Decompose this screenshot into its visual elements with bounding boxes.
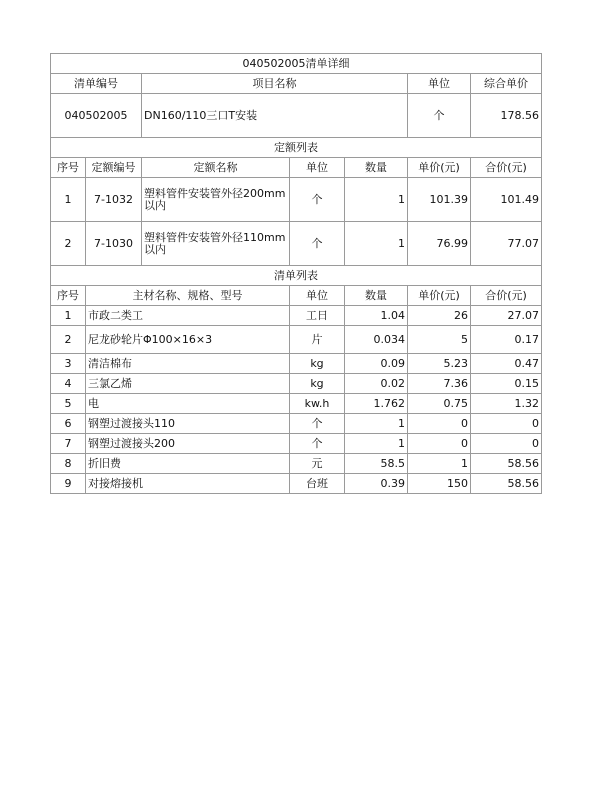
material-unit-price: 7.36 xyxy=(408,374,471,394)
material-unit-price: 150 xyxy=(408,474,471,494)
row-no: 4 xyxy=(51,374,86,394)
material-unit-price: 5.23 xyxy=(408,354,471,374)
material-unit-price: 0.75 xyxy=(408,394,471,414)
material-name: 市政二类工 xyxy=(86,306,290,326)
material-qty: 0.034 xyxy=(345,326,408,354)
column-header: 单位 xyxy=(290,158,345,178)
row-no: 2 xyxy=(51,326,86,354)
material-row xyxy=(51,434,542,454)
material-unit-price: 5 xyxy=(408,326,471,354)
code-header: 清单编号 xyxy=(51,74,142,94)
material-total: 0 xyxy=(471,434,542,454)
material-row xyxy=(51,374,542,394)
material-total: 0 xyxy=(471,414,542,434)
quota-total: 101.49 xyxy=(471,178,542,222)
quota-row xyxy=(51,178,542,222)
material-unit: 个 xyxy=(290,434,345,454)
material-row xyxy=(51,454,542,474)
column-header: 单价(元) xyxy=(408,158,471,178)
material-row xyxy=(51,354,542,374)
column-header: 数量 xyxy=(345,158,408,178)
quota-total: 77.07 xyxy=(471,222,542,266)
material-name: 电 xyxy=(86,394,290,414)
quota-qty: 1 xyxy=(345,222,408,266)
table-title: 040502005清单详细 xyxy=(51,54,542,74)
material-row xyxy=(51,414,542,434)
quota-qty: 1 xyxy=(345,178,408,222)
material-unit-price: 26 xyxy=(408,306,471,326)
quota-row xyxy=(51,222,542,266)
material-unit-price: 1 xyxy=(408,454,471,474)
quota-unit: 个 xyxy=(290,222,345,266)
material-qty: 58.5 xyxy=(345,454,408,474)
material-row xyxy=(51,326,542,354)
material-unit: kg xyxy=(290,374,345,394)
price-header: 综合单价 xyxy=(471,74,542,94)
item-code: 040502005 xyxy=(51,94,142,138)
column-header: 合价(元) xyxy=(471,286,542,306)
column-header: 数量 xyxy=(345,286,408,306)
column-header: 单位 xyxy=(290,286,345,306)
material-unit: kg xyxy=(290,354,345,374)
quota-unit-price: 76.99 xyxy=(408,222,471,266)
quota-code: 7-1032 xyxy=(86,178,142,222)
material-total: 1.32 xyxy=(471,394,542,414)
material-qty: 1 xyxy=(345,434,408,454)
column-header: 主材名称、规格、型号 xyxy=(86,286,290,306)
material-row xyxy=(51,394,542,414)
material-total: 0.47 xyxy=(471,354,542,374)
material-unit-price: 0 xyxy=(408,434,471,454)
material-unit: 片 xyxy=(290,326,345,354)
material-name: 尼龙砂轮片Φ100×16×3 xyxy=(86,326,290,354)
column-header: 定额编号 xyxy=(86,158,142,178)
list-section-title: 清单列表 xyxy=(51,266,542,286)
material-row xyxy=(51,474,542,494)
quota-name: 塑料管件安装管外径200mm以内 xyxy=(142,178,290,222)
material-row xyxy=(51,306,542,326)
material-name: 对接熔接机 xyxy=(86,474,290,494)
material-unit: 台班 xyxy=(290,474,345,494)
quota-name: 塑料管件安装管外径110mm以内 xyxy=(142,222,290,266)
quota-unit-price: 101.39 xyxy=(408,178,471,222)
material-unit: 工日 xyxy=(290,306,345,326)
material-qty: 1.04 xyxy=(345,306,408,326)
row-no: 3 xyxy=(51,354,86,374)
material-total: 27.07 xyxy=(471,306,542,326)
column-header: 单价(元) xyxy=(408,286,471,306)
row-no: 8 xyxy=(51,454,86,474)
row-no: 5 xyxy=(51,394,86,414)
material-total: 0.17 xyxy=(471,326,542,354)
row-no: 2 xyxy=(51,222,86,266)
quota-section-title: 定额列表 xyxy=(51,138,542,158)
quota-unit: 个 xyxy=(290,178,345,222)
row-no: 1 xyxy=(51,178,86,222)
bill-detail-table xyxy=(50,53,542,494)
material-unit: 元 xyxy=(290,454,345,474)
material-total: 58.56 xyxy=(471,454,542,474)
material-unit: kw.h xyxy=(290,394,345,414)
column-header: 序号 xyxy=(51,158,86,178)
quota-code: 7-1030 xyxy=(86,222,142,266)
material-qty: 1 xyxy=(345,414,408,434)
name-header: 项目名称 xyxy=(142,74,408,94)
material-name: 三氯乙烯 xyxy=(86,374,290,394)
item-price: 178.56 xyxy=(471,94,542,138)
material-qty: 0.39 xyxy=(345,474,408,494)
row-no: 6 xyxy=(51,414,86,434)
item-name: DN160/110三口T安装 xyxy=(142,94,408,138)
row-no: 9 xyxy=(51,474,86,494)
material-total: 58.56 xyxy=(471,474,542,494)
material-name: 折旧费 xyxy=(86,454,290,474)
material-total: 0.15 xyxy=(471,374,542,394)
row-no: 7 xyxy=(51,434,86,454)
column-header: 序号 xyxy=(51,286,86,306)
unit-header: 单位 xyxy=(408,74,471,94)
material-qty: 1.762 xyxy=(345,394,408,414)
material-unit: 个 xyxy=(290,414,345,434)
material-qty: 0.02 xyxy=(345,374,408,394)
material-unit-price: 0 xyxy=(408,414,471,434)
material-name: 钢塑过渡接头200 xyxy=(86,434,290,454)
row-no: 1 xyxy=(51,306,86,326)
column-header: 定额名称 xyxy=(142,158,290,178)
column-header: 合价(元) xyxy=(471,158,542,178)
material-name: 钢塑过渡接头110 xyxy=(86,414,290,434)
item-unit: 个 xyxy=(408,94,471,138)
material-qty: 0.09 xyxy=(345,354,408,374)
material-name: 清洁棉布 xyxy=(86,354,290,374)
